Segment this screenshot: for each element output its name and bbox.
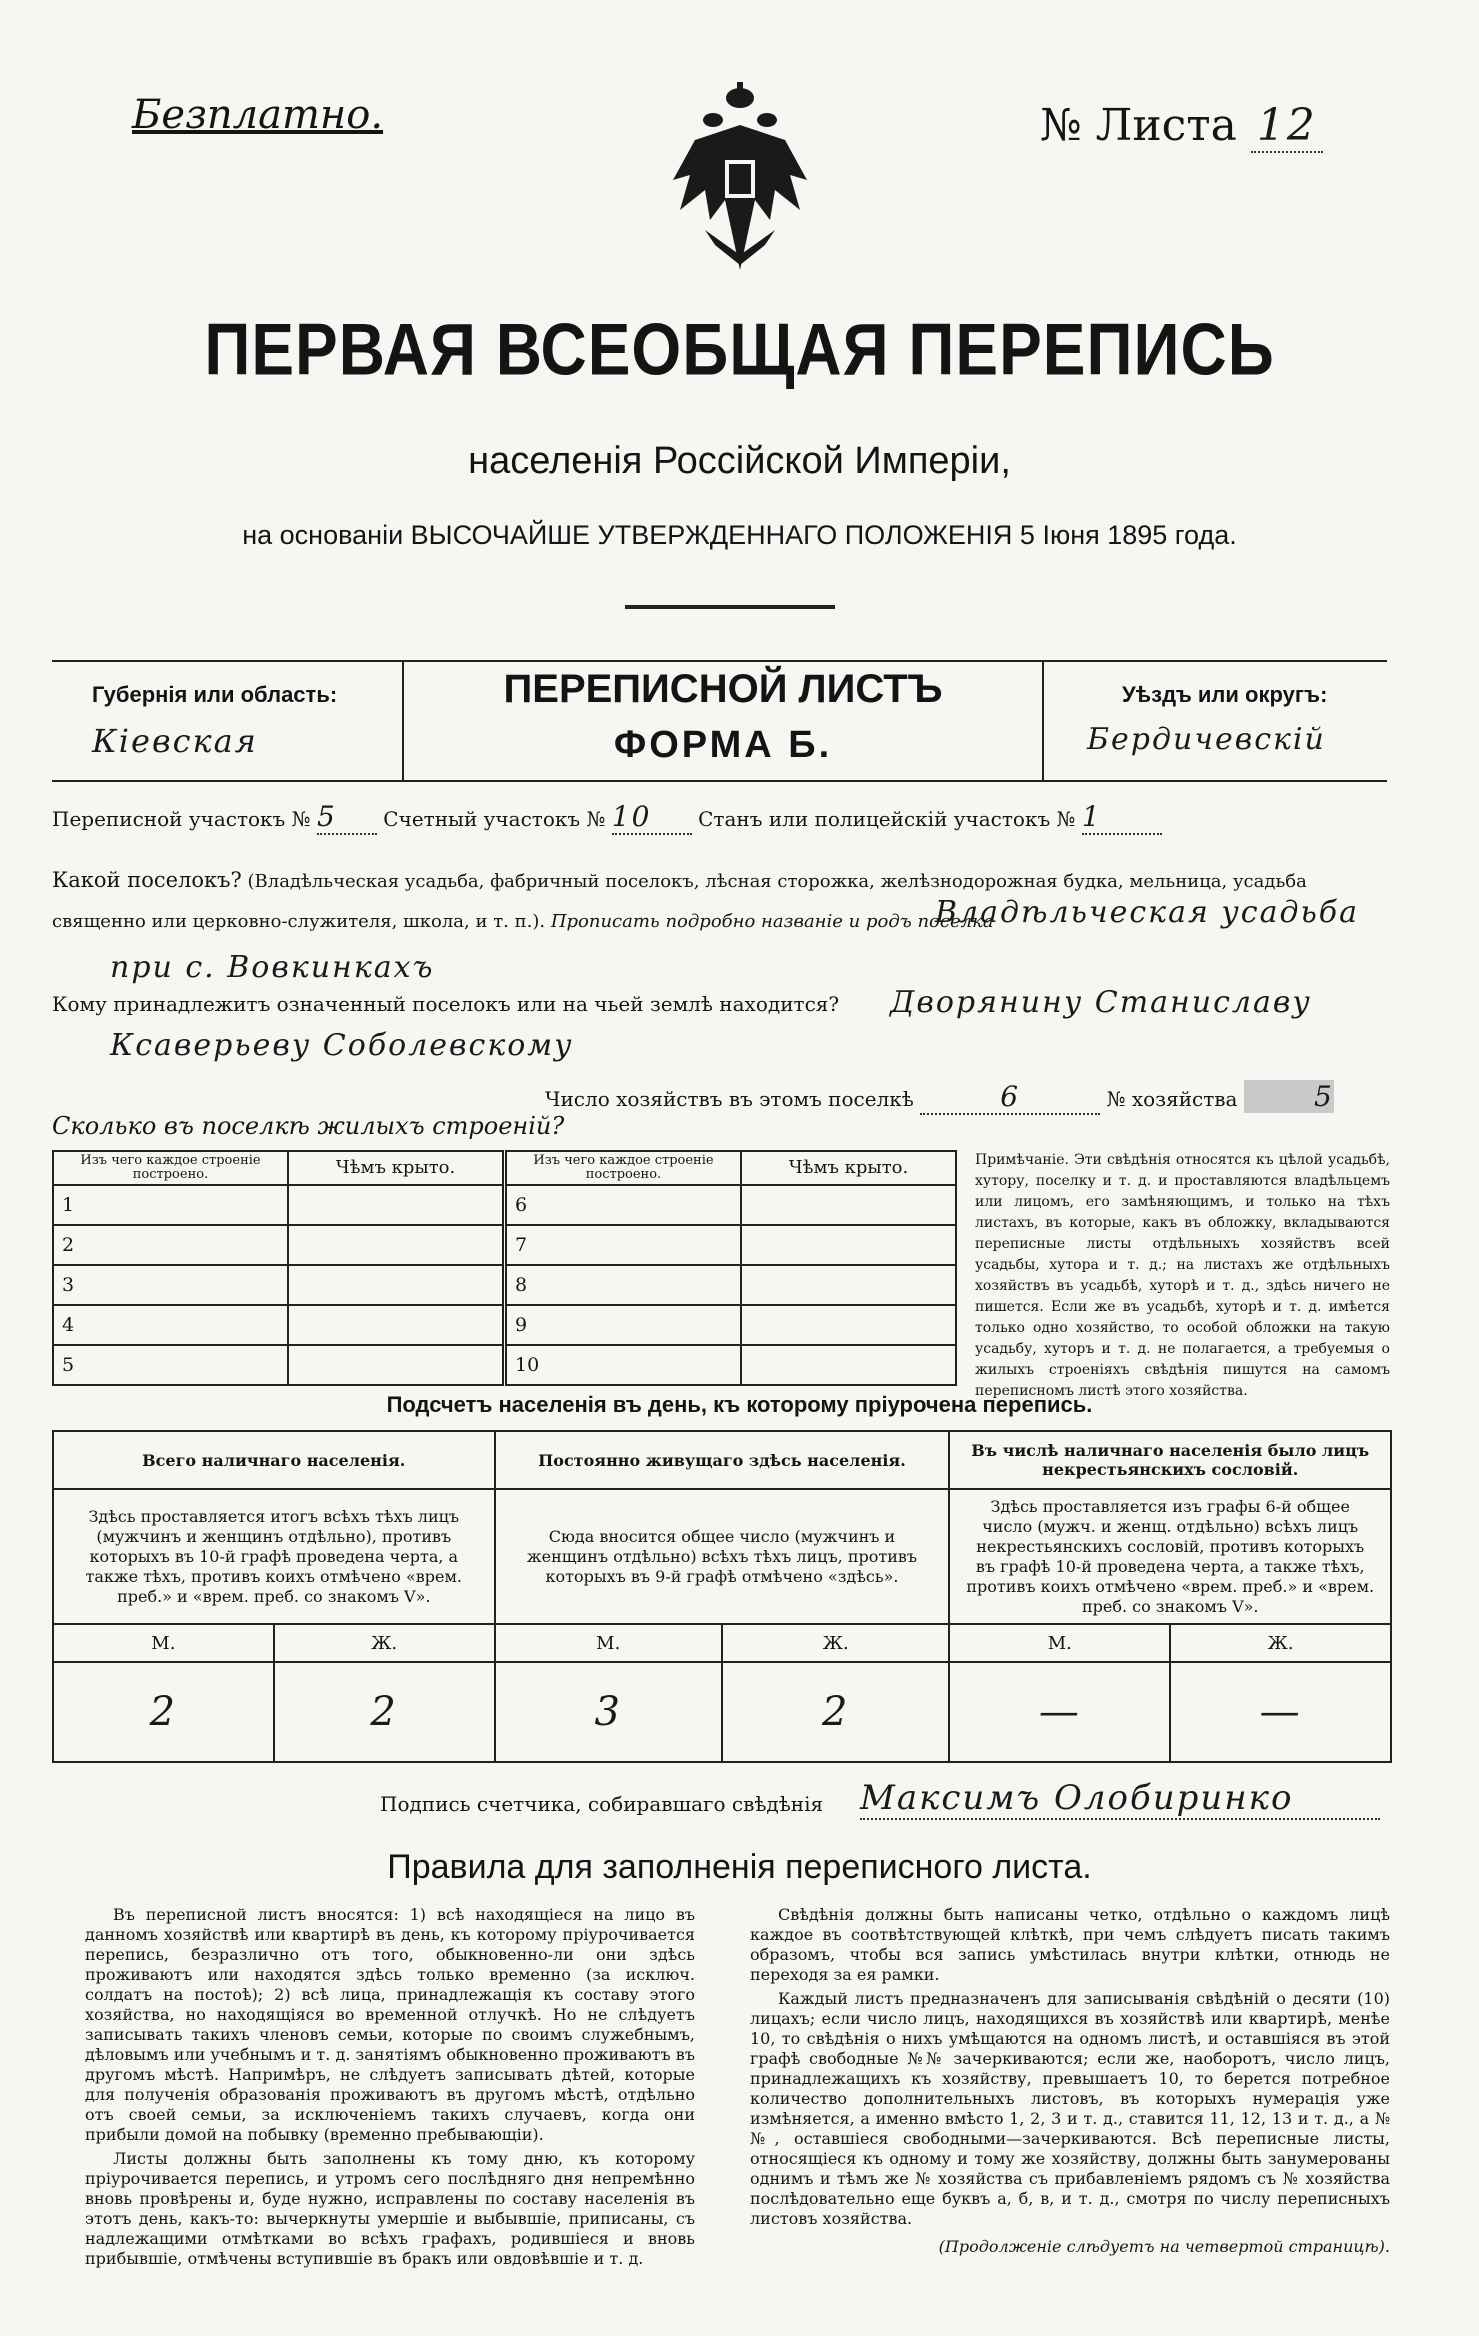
count-value: 3 xyxy=(495,1662,722,1762)
uezd-value: Бердичевскій xyxy=(1087,722,1326,757)
zh-header: Ж. xyxy=(1170,1624,1391,1662)
settlement-value-2: при с. Вовкинкахъ xyxy=(110,950,435,985)
m-header: М. xyxy=(949,1624,1170,1662)
col3-text: Здѣсь проставляется изъ графы 6-й общее число (мужч. и женщ. отдѣльно) всѣхъ лицъ некрестьянскихъ сословій, противъ которыхъ въ графѣ 10-й проведена черта, а также тѣхъ, противъ коихъ отмѣчено «врем. преб.» и «врем. преб. со знакомъ V». xyxy=(949,1489,1391,1624)
owner-value-1: Дворянину Станиславу xyxy=(890,985,1312,1020)
households-value: 6 xyxy=(920,1080,1100,1115)
rules-title: Правила для заполненія переписного листа. xyxy=(387,1848,1092,1886)
owner-value-2: Ксаверьеву Соболевскому xyxy=(110,1028,574,1063)
form-header-box xyxy=(52,660,1387,782)
household-no-value: 5 xyxy=(1244,1080,1334,1113)
rules-right-column xyxy=(750,1905,1390,2257)
signature-value: Максимъ Олобиринко xyxy=(860,1778,1380,1820)
col1-title: Всего наличнаго населенія. xyxy=(53,1431,495,1489)
table-row: 2 7 xyxy=(53,1225,956,1265)
roof-header: Чѣмъ крыто. xyxy=(288,1151,505,1185)
m-header: М. xyxy=(53,1624,274,1662)
stan-value: 1 xyxy=(1082,800,1162,835)
col2-title: Постоянно живущаго здѣсь населенія. xyxy=(495,1431,950,1489)
sheet-number: № Листа 12 xyxy=(1040,100,1323,151)
basis-text: на основаніи ВЫСОЧАЙШЕ УТВЕРЖДЕННАГО ПОЛОЖЕНІЯ 5 Іюня 1895 года. xyxy=(242,520,1237,550)
table-row: 3 8 xyxy=(53,1265,956,1305)
count-value: — xyxy=(949,1662,1170,1762)
m-header: М. xyxy=(495,1624,722,1662)
precinct-line: Переписной участокъ № 5 Счетный участокъ № 10 Станъ или полицейскій участокъ № 1 xyxy=(52,800,1392,835)
note-text: Примѣчаніе. Эти свѣдѣнія относятся къ цѣлой усадьбѣ, хутору, поселку и т. д. и проставляются владѣльцемъ или лицомъ, его замѣняющимъ, и только на тѣхъ листахъ, въ которые, какъ въ обложку, вкладываются переписные листы отдѣльныхъ хозяйствъ всей усадьбы, хутора и т. д.; на листахъ же отдѣльныхъ хозяйствъ въ усадьбѣ, хуторѣ и т. д., здѣсь ничего не пишется. Если же въ усадьбѣ, хуторѣ и т. д. имѣется только одно хозяйство, то особой обложки на такую усадьбу, хуторъ и т. д. не полагается, а требуемыя о жилыхъ строеніяхъ свѣдѣнія пишутся на самомъ переписномъ листѣ этого хозяйства. xyxy=(975,1152,1390,1399)
gubernia-value: Кіевская xyxy=(92,722,258,760)
owner-label: Кому принадлежитъ означенный поселокъ или на чьей землѣ находится? xyxy=(52,992,840,1016)
population-count-table xyxy=(52,1430,1392,1763)
page-title: ПЕРВАЯ ВСЕОБЩАЯ ПЕРЕПИСЬ xyxy=(204,307,1275,391)
count-value: — xyxy=(1170,1662,1391,1762)
uezd-label: Уѣздъ или округъ: xyxy=(1122,682,1328,707)
double-headed-eagle-icon xyxy=(665,80,815,275)
sheet-number-value: 12 xyxy=(1251,100,1323,153)
count-value: 2 xyxy=(722,1662,949,1762)
col3-title: Въ числѣ наличнаго населенія было лицъ некрестьянскихъ сословій. xyxy=(949,1431,1391,1489)
material-header-2: Изъ чего каждое строеніе построено. xyxy=(504,1151,740,1185)
roof-header-2: Чѣмъ крыто. xyxy=(741,1151,956,1185)
buildings-label: Сколько въ поселкѣ жилыхъ строеній? xyxy=(52,1112,565,1140)
divider xyxy=(625,605,835,609)
table-row: 1 6 xyxy=(53,1185,956,1225)
form-type: ФОРМА Б. xyxy=(613,724,833,766)
households-line: Число хозяйствъ въ этомъ поселкѣ 6 № хозяйства 5 xyxy=(545,1080,1334,1113)
zh-header: Ж. xyxy=(722,1624,949,1662)
free-label: Безплатно. xyxy=(132,92,384,138)
perepisnoy-value: 5 xyxy=(317,800,377,835)
signature-label: Подпись счетчика, собиравшаго свѣдѣнія xyxy=(380,1792,824,1816)
col2-text: Сюда вносится общее число (мужчинъ и женщинъ отдѣльно) всѣхъ тѣхъ лицъ, противъ которыхъ въ 9-й графѣ отмѣчено «здѣсь». xyxy=(495,1489,950,1624)
continued-note: (Продолженіе слѣдуетъ на четвертой страницѣ). xyxy=(938,2237,1390,2256)
rules-right-paragraph-1: Свѣдѣнія должны быть написаны четко, отдѣльно о каждомъ лицѣ каждое въ соотвѣтствующей клѣткѣ, при чемъ слѣдуетъ писать такимъ образомъ, чтобы вся запись умѣстилась внутри клѣтки, отнюдь не переходя за ея рамки. xyxy=(750,1905,1390,1984)
settlement-value-1: Владѣльческая усадьба xyxy=(935,895,1360,930)
material-header: Изъ чего каждое строеніе построено. xyxy=(53,1151,288,1185)
form-title: ПЕРЕПИСНОЙ ЛИСТЪ xyxy=(503,667,943,711)
gubernia-label: Губернія или область: xyxy=(92,682,338,707)
count-title: Подсчетъ населенія въ день, къ которому пріурочена перепись. xyxy=(386,1392,1093,1417)
rules-left-paragraph-2: Листы должны быть заполнены къ тому дню, къ которому пріурочивается перепись, и утромъ сего послѣдняго дня непремѣнно вновь провѣрены и, буде нужно, исправлены по составу населенія въ этотъ день, какъ-то: вычеркнуты умершіе и выбывшіе, приписаны, съ надлежащими отмѣтками во всѣхъ графахъ, родившіеся и вновь прибывшіе, отмѣчены вступившіе въ бракъ или овдовѣвшіе и т. д. xyxy=(85,2149,695,2268)
page-subtitle: населенія Россійской Имперіи, xyxy=(468,440,1011,482)
rules-right-paragraph-2: Каждый листъ предназначенъ для записыванія свѣдѣній о десяти (10) лицахъ; если число лицъ, находящихся въ хозяйствѣ или квартирѣ, менѣе 10, то свѣдѣнія о нихъ умѣщаются на одномъ листѣ, и оставшіяся въ этой графѣ свободные №№ зачеркиваются; если же, наоборотъ, число лицъ, принадлежащихъ къ хозяйству, превышаетъ 10, то берется потребное количество дополнительныхъ листовъ, въ которыхъ нумерація уже измѣняется, а именно вмѣсто 1, 2, 3 и т. д., ставится 11, 12, 13 и т. д., а №№, оставшіеся свободными—зачеркиваются. Всѣ переписные листы, относящіеся къ одному и тому же хозяйству, должны быть занумерованы однимъ и тѣмъ же № хозяйства съ прибавленіемъ рядомъ съ № хозяйства послѣдовательно еще буквъ а, б, в, и т. д., смотря по числу переписныхъ листовъ хозяйства. xyxy=(750,1989,1390,2228)
count-value: 2 xyxy=(274,1662,495,1762)
schetny-value: 10 xyxy=(612,800,692,835)
buildings-table xyxy=(52,1150,957,1386)
rules-left-paragraph-1: Въ переписной листъ вносятся: 1) всѣ находящіеся на лицо въ данномъ хозяйствѣ или квартирѣ въ день, къ которому пріурочивается перепись, безразлично отъ того, обыкновенно-ли они здѣсь проживаютъ или находятся здѣсь только временно (за исключ. солдатъ на постоѣ); 2) всѣ лица, принадлежащія къ составу этого хозяйства, но находящіяся во временной отлучкѣ. Но не слѣдуетъ записывать такихъ членовъ семьи, которые по своимъ служебнымъ, дѣловымъ или учебнымъ и т. д. занятіямъ обыкновенно проживаютъ въ другомъ мѣстѣ. Напримѣръ, не слѣдуетъ записывать дѣтей, которые для полученія образованія проживаютъ въ другомъ мѣстѣ, отдѣльно отъ своей семьи, за исключеніемъ такихъ случаевъ, когда они прибыли домой на побывку (временно пребывающіи). xyxy=(85,1905,695,2144)
count-value: 2 xyxy=(53,1662,274,1762)
rules-left-column xyxy=(85,1905,695,2273)
col1-text: Здѣсь проставляется итогъ всѣхъ тѣхъ лицъ (мужчинъ и женщинъ отдѣльно), противъ которыхъ въ 10-й графѣ проведена черта, а также тѣхъ, противъ коихъ отмѣчено «врем. преб.» и «врем. преб. со знакомъ V». xyxy=(53,1489,495,1624)
settlement-block: Какой поселокъ? (Владѣльческая усадьба, фабричный поселокъ, лѣсная сторожка, желѣзнодорожная будка, мельница, усадьба священно или церковно-служителя, школа, и т. п.). Прописать подробно названіе и родъ поселка xyxy=(52,868,1307,932)
table-row: 4 9 xyxy=(53,1305,956,1345)
zh-header: Ж. xyxy=(274,1624,495,1662)
table-row: 5 10 xyxy=(53,1345,956,1385)
